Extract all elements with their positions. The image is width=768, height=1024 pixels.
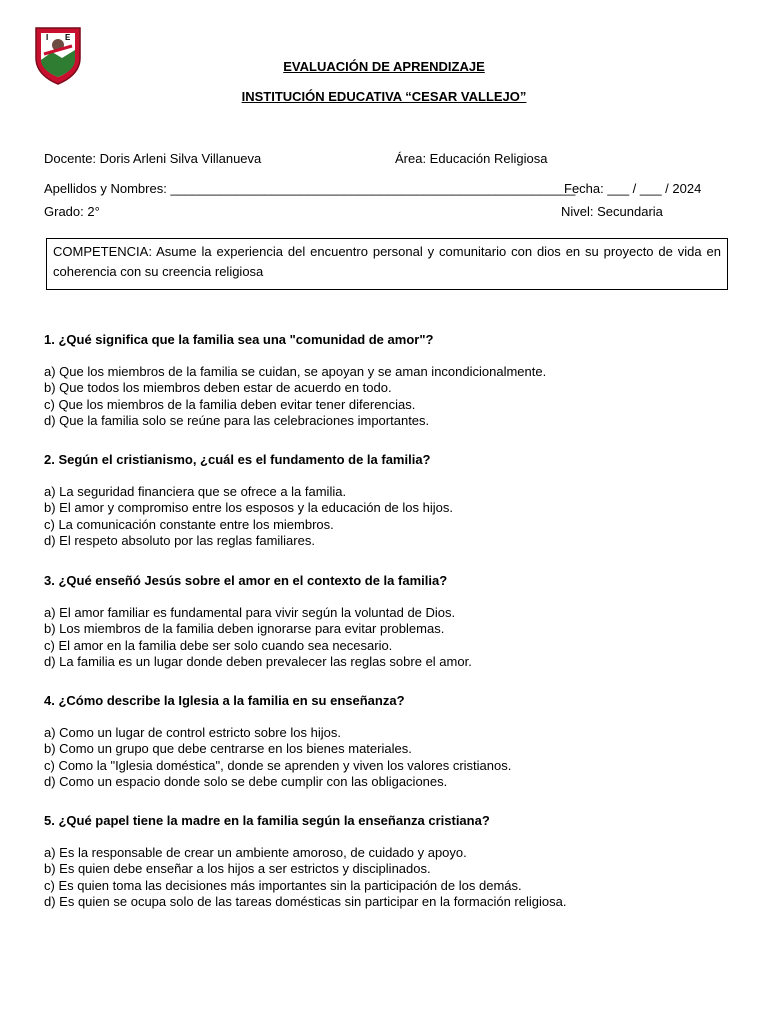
answer-option[interactable]: d) Que la familia solo se reúne para las celebraciones importantes. (44, 413, 430, 429)
answer-option[interactable]: c) El amor en la familia debe ser solo cuando sea necesario. (44, 637, 393, 653)
answer-option[interactable]: c) Que los miembros de la familia deben evitar tener diferencias. (44, 396, 416, 412)
answer-option[interactable]: a) Como un lugar de control estricto sobre los hijos. (44, 725, 341, 740)
answer-option[interactable]: c) La comunicación constante entre los miembros. (44, 516, 334, 532)
answer-option[interactable]: d) Como un espacio donde solo se debe cumplir con las obligaciones. (44, 774, 448, 790)
answer-option[interactable]: a) La seguridad financiera que se ofrece a la familia. (44, 484, 347, 499)
question-2 (44, 452, 734, 550)
answer-option[interactable]: d) El respeto absoluto por las reglas familiares. (44, 533, 315, 549)
competency-box (46, 238, 728, 290)
svg-text:I: I (46, 33, 49, 42)
question-title: 5. ¿Qué papel tiene la madre en la familia según la enseñanza cristiana? (44, 813, 490, 828)
answer-option[interactable]: c) Como la "Iglesia doméstica", donde se aprenden y viven los valores cristianos. (44, 757, 512, 773)
answer-option[interactable]: b) Es quien debe enseñar a los hijos a ser estrictos y disciplinados. (44, 861, 431, 877)
competency-text: COMPETENCIA: Asume la experiencia del encuentro personal y comunitario con dios en su proyecto de vida en coherencia con su creencia religiosa (53, 244, 721, 279)
teacher-field: Docente: Doris Arleni Silva Villanueva (44, 151, 262, 166)
question-3 (44, 573, 734, 671)
question-4 (44, 693, 734, 791)
answer-option[interactable]: b) Los miembros de la familia deben ignorarse para evitar problemas. (44, 621, 445, 637)
answer-option[interactable]: a) El amor familiar es fundamental para vivir según la voluntad de Dios. (44, 605, 456, 620)
question-title: 1. ¿Qué significa que la familia sea una "comunidad de amor"? (44, 332, 434, 347)
area-field: Área: Educación Religiosa (395, 151, 548, 166)
answer-option[interactable]: c) Es quien toma las decisiones más importantes sin la participación de los demás. (44, 877, 522, 893)
level-field: Nivel: Secundaria (561, 204, 663, 219)
grade-field: Grado: 2° (44, 204, 100, 219)
answer-option[interactable]: b) Como un grupo que debe centrarse en los bienes materiales. (44, 741, 412, 757)
question-5 (44, 813, 734, 911)
question-title: 4. ¿Cómo describe la Iglesia a la familia en su enseñanza? (44, 693, 405, 708)
question-1 (44, 332, 734, 430)
question-title: 2. Según el cristianismo, ¿cuál es el fundamento de la familia? (44, 452, 431, 467)
student-name-field[interactable]: Apellidos y Nombres: ________________________________________________________ (44, 181, 576, 196)
exam-title: EVALUACIÓN DE APRENDIZAJE (283, 59, 485, 74)
answer-option[interactable]: a) Es la responsable de crear un ambiente amoroso, de cuidado y apoyo. (44, 845, 467, 860)
school-crest-logo (32, 24, 84, 86)
answer-option[interactable]: b) Que todos los miembros deben estar de acuerdo en todo. (44, 380, 392, 396)
institution-name: INSTITUCIÓN EDUCATIVA “CESAR VALLEJO” (241, 89, 527, 104)
answer-option[interactable]: d) Es quien se ocupa solo de las tareas domésticas sin participar en la formación religiosa. (44, 894, 567, 910)
svg-text:E: E (65, 33, 71, 42)
answer-option[interactable]: a) Que los miembros de la familia se cuidan, se apoyan y se aman incondicionalmente. (44, 364, 547, 379)
answer-option[interactable]: b) El amor y compromiso entre los esposos y la educación de los hijos. (44, 500, 453, 516)
answer-option[interactable]: d) La familia es un lugar donde deben prevalecer las reglas sobre el amor. (44, 654, 472, 670)
date-field[interactable]: Fecha: ___ / ___ / 2024 (564, 181, 702, 196)
question-title: 3. ¿Qué enseñó Jesús sobre el amor en el contexto de la familia? (44, 573, 448, 588)
